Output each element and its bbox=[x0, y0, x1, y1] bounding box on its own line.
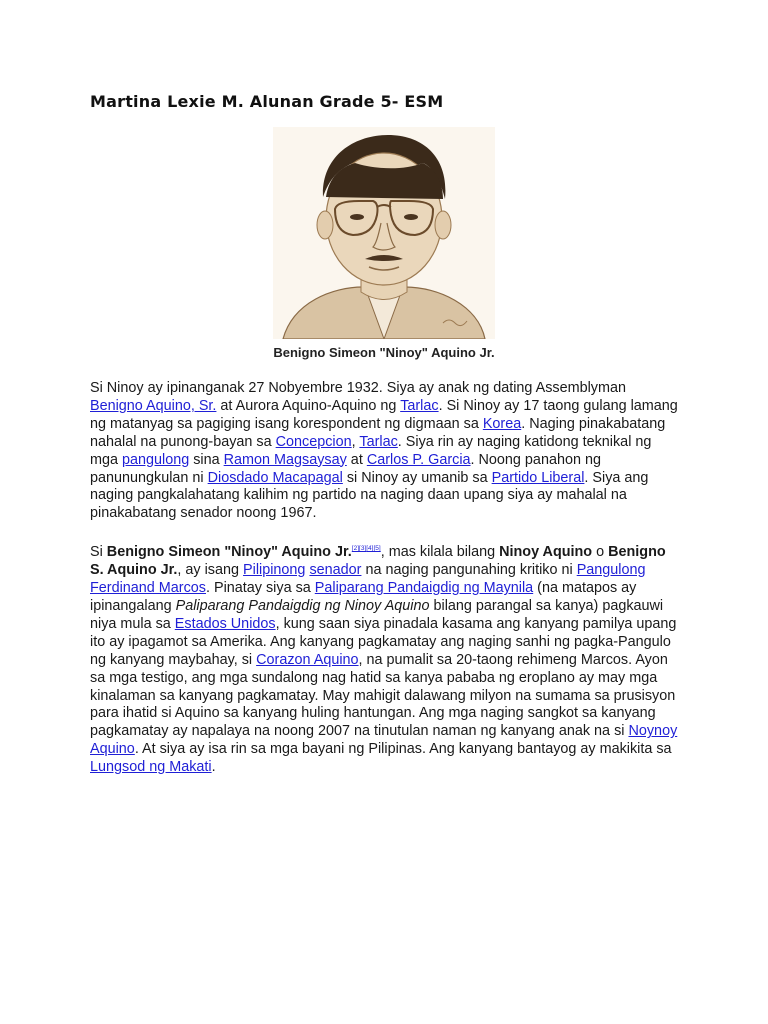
text: . Pinatay siya sa bbox=[205, 580, 315, 597]
text: Si bbox=[90, 544, 107, 561]
document-page bbox=[90, 92, 678, 794]
link-concepcion[interactable]: Concepcion bbox=[275, 433, 352, 450]
paragraph-1 bbox=[90, 380, 678, 523]
text: o bbox=[592, 544, 609, 561]
link-ramon-magsaysay[interactable]: Ramon Magsaysay bbox=[223, 451, 347, 468]
text: bilang parangal sa kanya) pagkauwi niya mula sa bbox=[90, 597, 664, 632]
link-estados-unidos[interactable]: Estados Unidos bbox=[174, 615, 276, 632]
text: at bbox=[346, 451, 367, 468]
link-pilipinong[interactable]: Pilipinong bbox=[243, 562, 306, 579]
text: Si Ninoy ay ipinanganak 27 Nobyembre 1932. Siya ay anak ng dating Assemblyman bbox=[90, 380, 626, 396]
ref-2[interactable]: [2] bbox=[351, 545, 360, 553]
link-tarlac[interactable]: Tarlac bbox=[400, 397, 439, 414]
link-benigno-aquino-sr[interactable]: Benigno Aquino, Sr. bbox=[90, 397, 217, 414]
link-lungsod-ng-makati[interactable]: Lungsod ng Makati bbox=[90, 759, 212, 776]
text: si Ninoy ay umanib sa bbox=[342, 469, 492, 486]
text: . At siya ay isa rin sa mga bayani ng Pilipinas. Ang kanyang bantayog ay makikita sa bbox=[134, 741, 672, 758]
text: , mas kilala bilang bbox=[380, 544, 500, 561]
text: . Noong panahon ng panunungkulan ni bbox=[90, 451, 601, 486]
text: . Siya ang naging pangkalahatang kalihim ng partido na naging daan upang siya ay mahalal na pinakabatang senador noong 1967. bbox=[90, 469, 649, 522]
text: . Naging pinakabatang nahalal na punong-bayan sa bbox=[90, 415, 666, 450]
text: , kung saan siya pinadala kasama ang kanyang pamilya upang ito ay ipagamot sa Amerika. Ang kanyang pagkamatay ang naging sanhi ng pagka-Pangulo ng kanyang maybahay, si bbox=[90, 615, 677, 668]
paragraph-2 bbox=[90, 540, 678, 777]
link-noynoy-aquino[interactable]: Noynoy Aquino bbox=[90, 723, 678, 758]
link-paliparang-pandaigdig-ng-maynila[interactable]: Paliparang Pandaigdig ng Maynila bbox=[314, 580, 534, 597]
link-diosdado-macapagal[interactable]: Diosdado Macapagal bbox=[207, 469, 343, 486]
text: . Siya rin ay naging katidong teknikal ng mga bbox=[90, 433, 652, 468]
ref-3[interactable]: [3] bbox=[359, 545, 367, 553]
text: at Aurora Aquino-Aquino ng bbox=[216, 397, 401, 414]
link-korea[interactable]: Korea bbox=[482, 415, 522, 432]
reference-markers bbox=[352, 545, 381, 552]
text: , bbox=[351, 433, 360, 450]
link-ferdinand-marcos[interactable]: Ferdinand Marcos bbox=[90, 580, 206, 597]
bold-alt-name: Benigno S. Aquino Jr. bbox=[90, 544, 666, 579]
text: . bbox=[211, 759, 216, 776]
text: , ay isang bbox=[177, 562, 244, 579]
ninoy-aquino-portrait bbox=[273, 127, 495, 339]
document-title: Martina Lexie M. Alunan Grade 5- ESM bbox=[90, 92, 444, 111]
link-senador[interactable]: senador bbox=[309, 562, 362, 579]
link-corazon-aquino[interactable]: Corazon Aquino bbox=[256, 651, 359, 668]
link-pangulong[interactable]: pangulong bbox=[122, 451, 190, 468]
ref-5[interactable]: [5] bbox=[373, 545, 381, 553]
portrait-figure bbox=[90, 127, 678, 339]
link-partido-liberal[interactable]: Partido Liberal bbox=[491, 469, 585, 486]
bold-nickname: Ninoy Aquino bbox=[499, 544, 593, 561]
text: sina bbox=[189, 451, 224, 468]
link-carlos-p-garcia[interactable]: Carlos P. Garcia bbox=[366, 451, 471, 468]
text: . Si Ninoy ay 17 taong gulang lamang ng matanyag sa pagiging isang korespondent ng digmaan sa bbox=[90, 397, 678, 432]
text: , na pumalit sa 20-taong rehimeng Marcos. Ayon sa mga testigo, ang mga sundalong nag hatid sa kanya pababa ng eroplano ay may mga kinalaman sa kanyang pagkamatay. May mahigit dalawang milyon na sumama sa prusisyon para ihatid si Aquino sa kanyang huling hantungan. Ang mga naging sangkot sa kanyang pagkamatay ay napalaya na noong 2007 na tinutulan naman ng kanyang anak na si bbox=[90, 651, 676, 740]
ref-4[interactable]: [4] bbox=[366, 545, 374, 553]
image-caption: Benigno Simeon "Ninoy" Aquino Jr. bbox=[273, 345, 495, 360]
bold-name: Benigno Simeon "Ninoy" Aquino Jr. bbox=[106, 544, 352, 561]
link-tarlac-2[interactable]: Tarlac bbox=[359, 433, 398, 450]
text: (na matapos ay ipinangalang bbox=[90, 580, 637, 614]
text: na naging pangunahing kritiko ni bbox=[361, 562, 577, 579]
link-pangulong-2[interactable]: Pangulong bbox=[576, 562, 646, 579]
italic-airport-name: Paliparang Pandaigdig ng Ninoy Aquino bbox=[175, 597, 430, 614]
